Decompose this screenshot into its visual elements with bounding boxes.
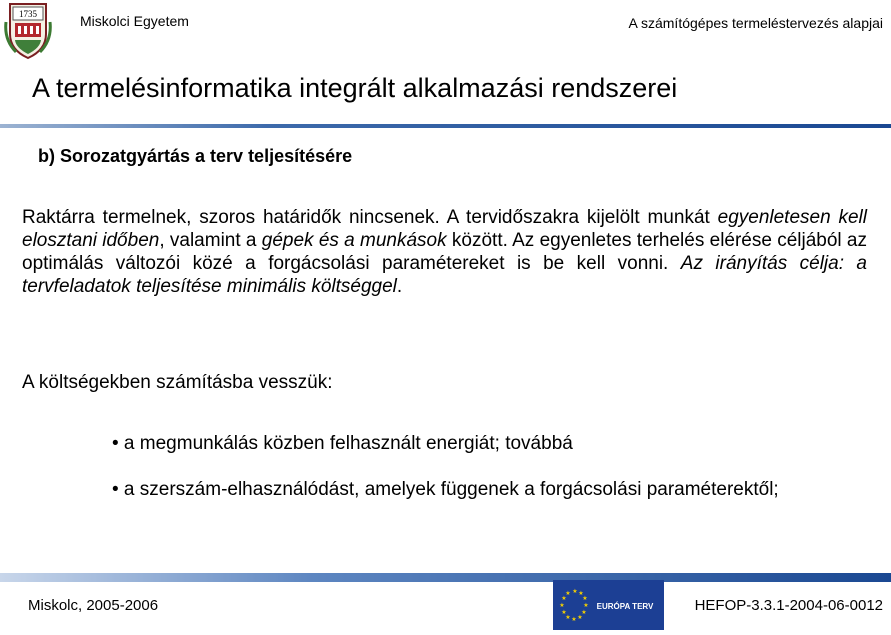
svg-text:★: ★: [559, 602, 565, 609]
svg-text:★: ★: [571, 616, 577, 623]
course-name: A számítógépes termeléstervezés alapjai: [628, 15, 883, 31]
svg-text:★: ★: [582, 595, 588, 602]
svg-text:★: ★: [572, 588, 578, 595]
paragraph-text-4: .: [396, 276, 403, 297]
title-divider: [0, 124, 891, 128]
bullet-item: • a megmunkálás közben felhasznált energiát; továbbá: [112, 433, 573, 454]
svg-text:★: ★: [565, 590, 571, 597]
slide-title: A termelésinformatika integrált alkalmazási rendszerei: [32, 73, 678, 103]
svg-text:★: ★: [561, 595, 567, 602]
svg-text:★: ★: [578, 590, 584, 597]
footer-project-code: HEFOP-3.3.1-2004-06-0012: [694, 597, 883, 614]
paragraph-text-3: között. Az egyenletes terhelés elérése céljából az optimálás változói közé a forgácsolási paramétereket is be kell vonni.: [22, 230, 867, 274]
paragraph-text-1: Raktárra termelnek, szoros határidők nincsenek. A tervidőszakra kijelölt munkát: [22, 207, 718, 228]
body-paragraph: [22, 206, 867, 298]
svg-text:★: ★: [565, 614, 571, 621]
footer-bar: [0, 573, 891, 582]
svg-text:★: ★: [583, 602, 589, 609]
footer-location-years: Miskolc, 2005-2006: [28, 597, 159, 614]
paragraph-emphasis-1: egyenletesen kell elosztani időben: [22, 207, 867, 251]
costs-intro: A költségekben számításba vesszük:: [22, 372, 333, 393]
svg-text:1735: 1735: [19, 9, 37, 19]
paragraph-emphasis-3: Az irányítás célja: a tervfeladatok teljesítése minimális költséggel: [22, 253, 867, 297]
eu-europa-terv-logo: [553, 580, 664, 630]
svg-text:★: ★: [561, 609, 567, 616]
slide-subtitle: b) Sorozatgyártás a terv teljesítésére: [38, 146, 353, 166]
paragraph-emphasis-2: gépek és a munkások: [261, 230, 447, 251]
svg-text:★: ★: [577, 614, 583, 621]
svg-text:★: ★: [581, 609, 587, 616]
university-name: Miskolci Egyetem: [80, 13, 189, 29]
paragraph-text-2: , valamint a: [159, 230, 262, 251]
eu-label: EURÓPA TERV: [596, 602, 654, 611]
university-crest-logo: [4, 0, 52, 62]
bullet-item: • a szerszám-elhasználódást, amelyek függenek a forgácsolási paraméterektől;: [112, 479, 779, 500]
